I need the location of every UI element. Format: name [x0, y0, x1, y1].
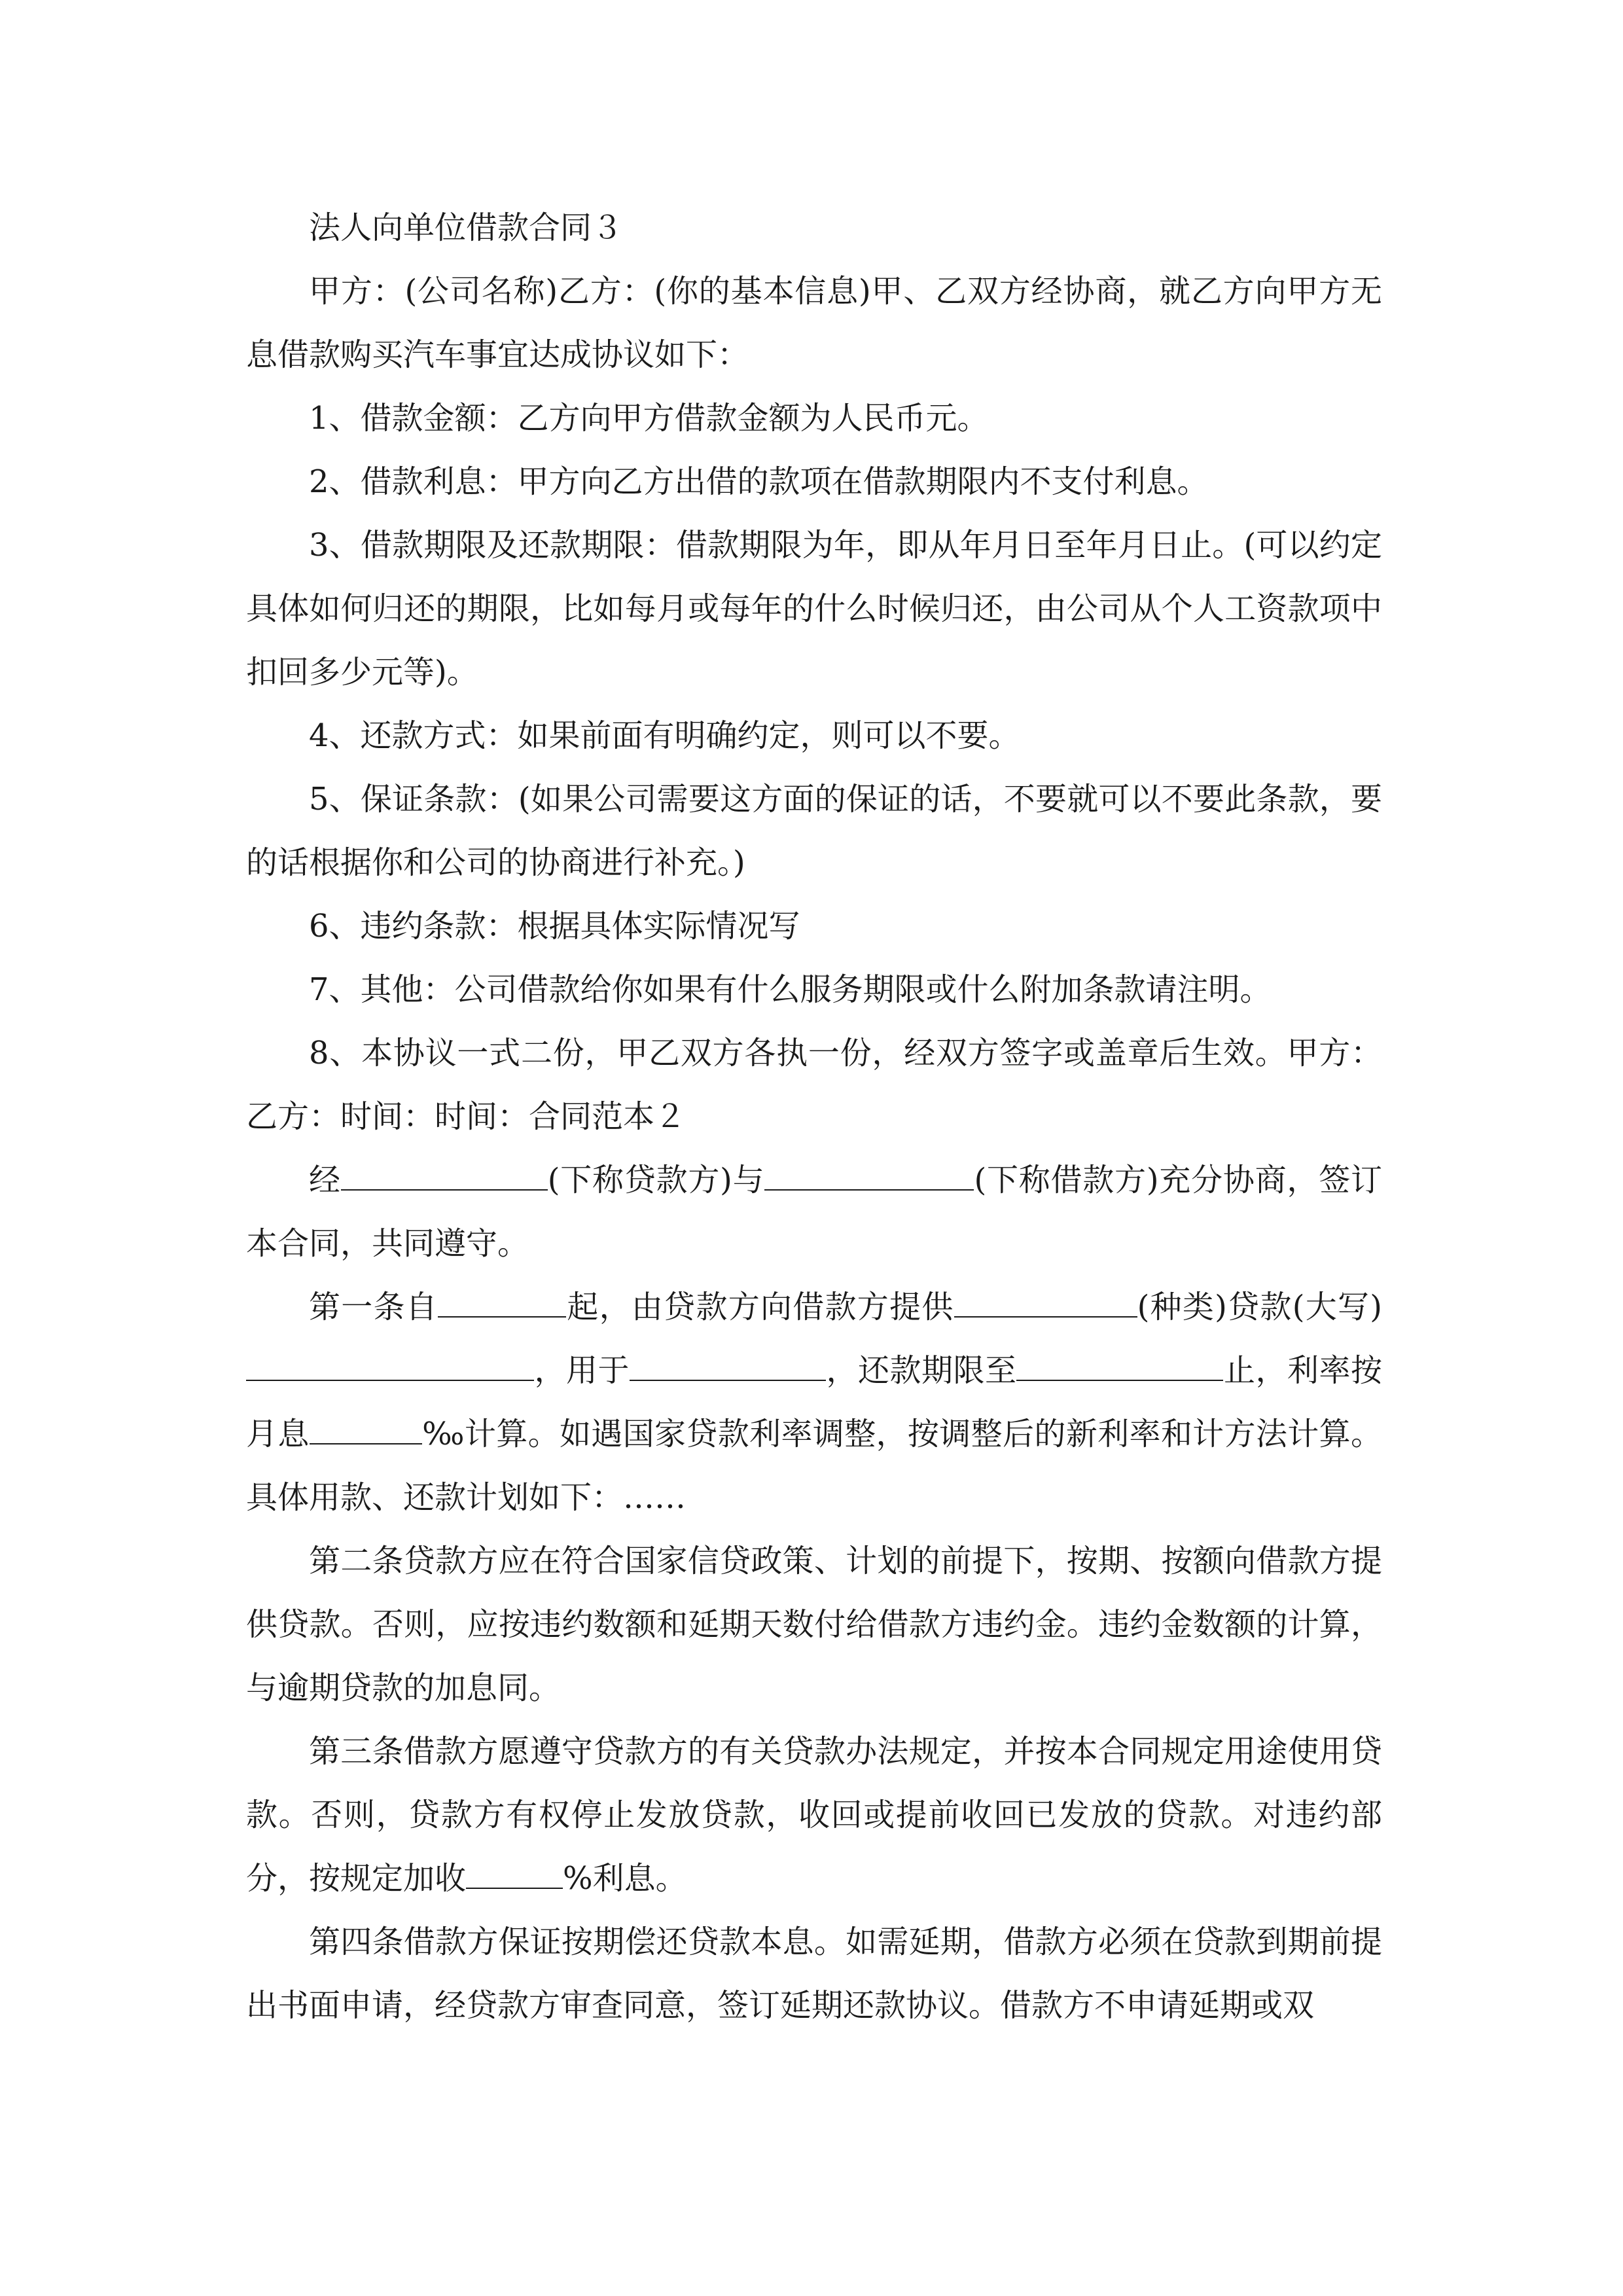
clause-1-text-7: ‰计算。如遇国家贷款利率调整，按调整后的新利率和计方法计算。具体用款、还款计划如下：……: [246, 1416, 1382, 1516]
clause-preamble-text-1: 经: [309, 1162, 341, 1198]
loan-type-blank: [954, 1288, 1137, 1318]
clause-3-text-2: %利息。: [563, 1860, 687, 1897]
clause-1-text-1: 第一条自: [309, 1289, 438, 1325]
paragraph-effect: 8、本协议一式二份，甲乙双方各执一份，经双方签字或盖章后生效。甲方：乙方：时间：时间：合同范本２: [246, 1035, 1382, 1135]
paragraph-guarantee: 5、保证条款：(如果公司需要这方面的保证的话，不要就可以不要此条款，要的话根据你和公司的协商进行补充。): [246, 781, 1382, 881]
clause-1-text-3: (种类)贷款(大写): [1137, 1289, 1382, 1325]
clause-4: 第四条借款方保证按期偿还贷款本息。如需延期，借款方必须在贷款到期前提出书面申请，经贷款方审查同意，签订延期还款协议。借款方不申请延期或双: [246, 1924, 1382, 2024]
paragraph-loan-amount: 1、借款金额：乙方向甲方借款金额为人民币元。: [309, 400, 989, 437]
purpose-blank: [630, 1352, 826, 1381]
amount-in-words-blank: [246, 1352, 534, 1381]
paragraph-repayment-method: 4、还款方式：如果前面有明确约定，则可以不要。: [309, 717, 1020, 754]
clause-1-text-6: 止，利率按月息: [246, 1352, 1382, 1452]
clause-preamble-text-3: (下称借款方)充分协商，签订本合同，共同遵守。: [246, 1162, 1382, 1262]
clause-preamble: [246, 1149, 1382, 1276]
monthly-rate-blank: [310, 1415, 422, 1444]
document-body: [246, 196, 1382, 2037]
borrower-name-blank: [764, 1161, 974, 1191]
clause-1: [246, 1276, 1382, 1530]
clause-3-text-1: 第三条借款方愿遵守贷款方的有关贷款办法规定，并按本合同规定用途使用贷款。否则，贷款方有权停止发放贷款，收回或提前收回已发放的贷款。对违约部分，按规定加收: [246, 1733, 1382, 1897]
clause-2: 第二条贷款方应在符合国家信贷政策、计划的前提下，按期、按额向借款方提供贷款。否则，应按违约数额和延期天数付给借款方违约金。违约金数额的计算，与逾期贷款的加息同。: [246, 1543, 1382, 1706]
lender-name-blank: [341, 1161, 548, 1191]
start-date-blank: [438, 1288, 566, 1318]
clause-1-text-4: ，用于: [534, 1352, 630, 1389]
paragraph-breach: 6、违约条款：根据具体实际情况写: [309, 908, 800, 944]
repayment-deadline-blank: [1016, 1352, 1223, 1381]
paragraph-loan-term: 3、借款期限及还款期限：借款期限为年，即从年月日至年月日止。(可以约定具体如何归还的期限，比如每月或每年的什么时候归还，由公司从个人工资款项中扣回多少元等)。: [246, 527, 1382, 691]
clause-3: [246, 1720, 1382, 1910]
clause-preamble-text-2: (下称贷款方)与: [547, 1162, 765, 1198]
clause-1-text-2: 起，由贷款方向借款方提供: [566, 1289, 954, 1325]
paragraph-other: 7、其他：公司借款给你如果有什么服务期限或什么附加条款请注明。: [309, 971, 1272, 1008]
paragraph-loan-interest: 2、借款利息：甲方向乙方出借的款项在借款期限内不支付利息。: [309, 463, 1209, 500]
document-title: 法人向单位借款合同３: [309, 209, 624, 246]
paragraph-parties: 甲方：(公司名称)乙方：(你的基本信息)甲、乙双方经协商，就乙方向甲方无息借款购买汽车事宜达成协议如下：: [246, 273, 1382, 373]
clause-1-text-5: ，还款期限至: [826, 1352, 1017, 1389]
penalty-rate-blank: [466, 1859, 563, 1889]
